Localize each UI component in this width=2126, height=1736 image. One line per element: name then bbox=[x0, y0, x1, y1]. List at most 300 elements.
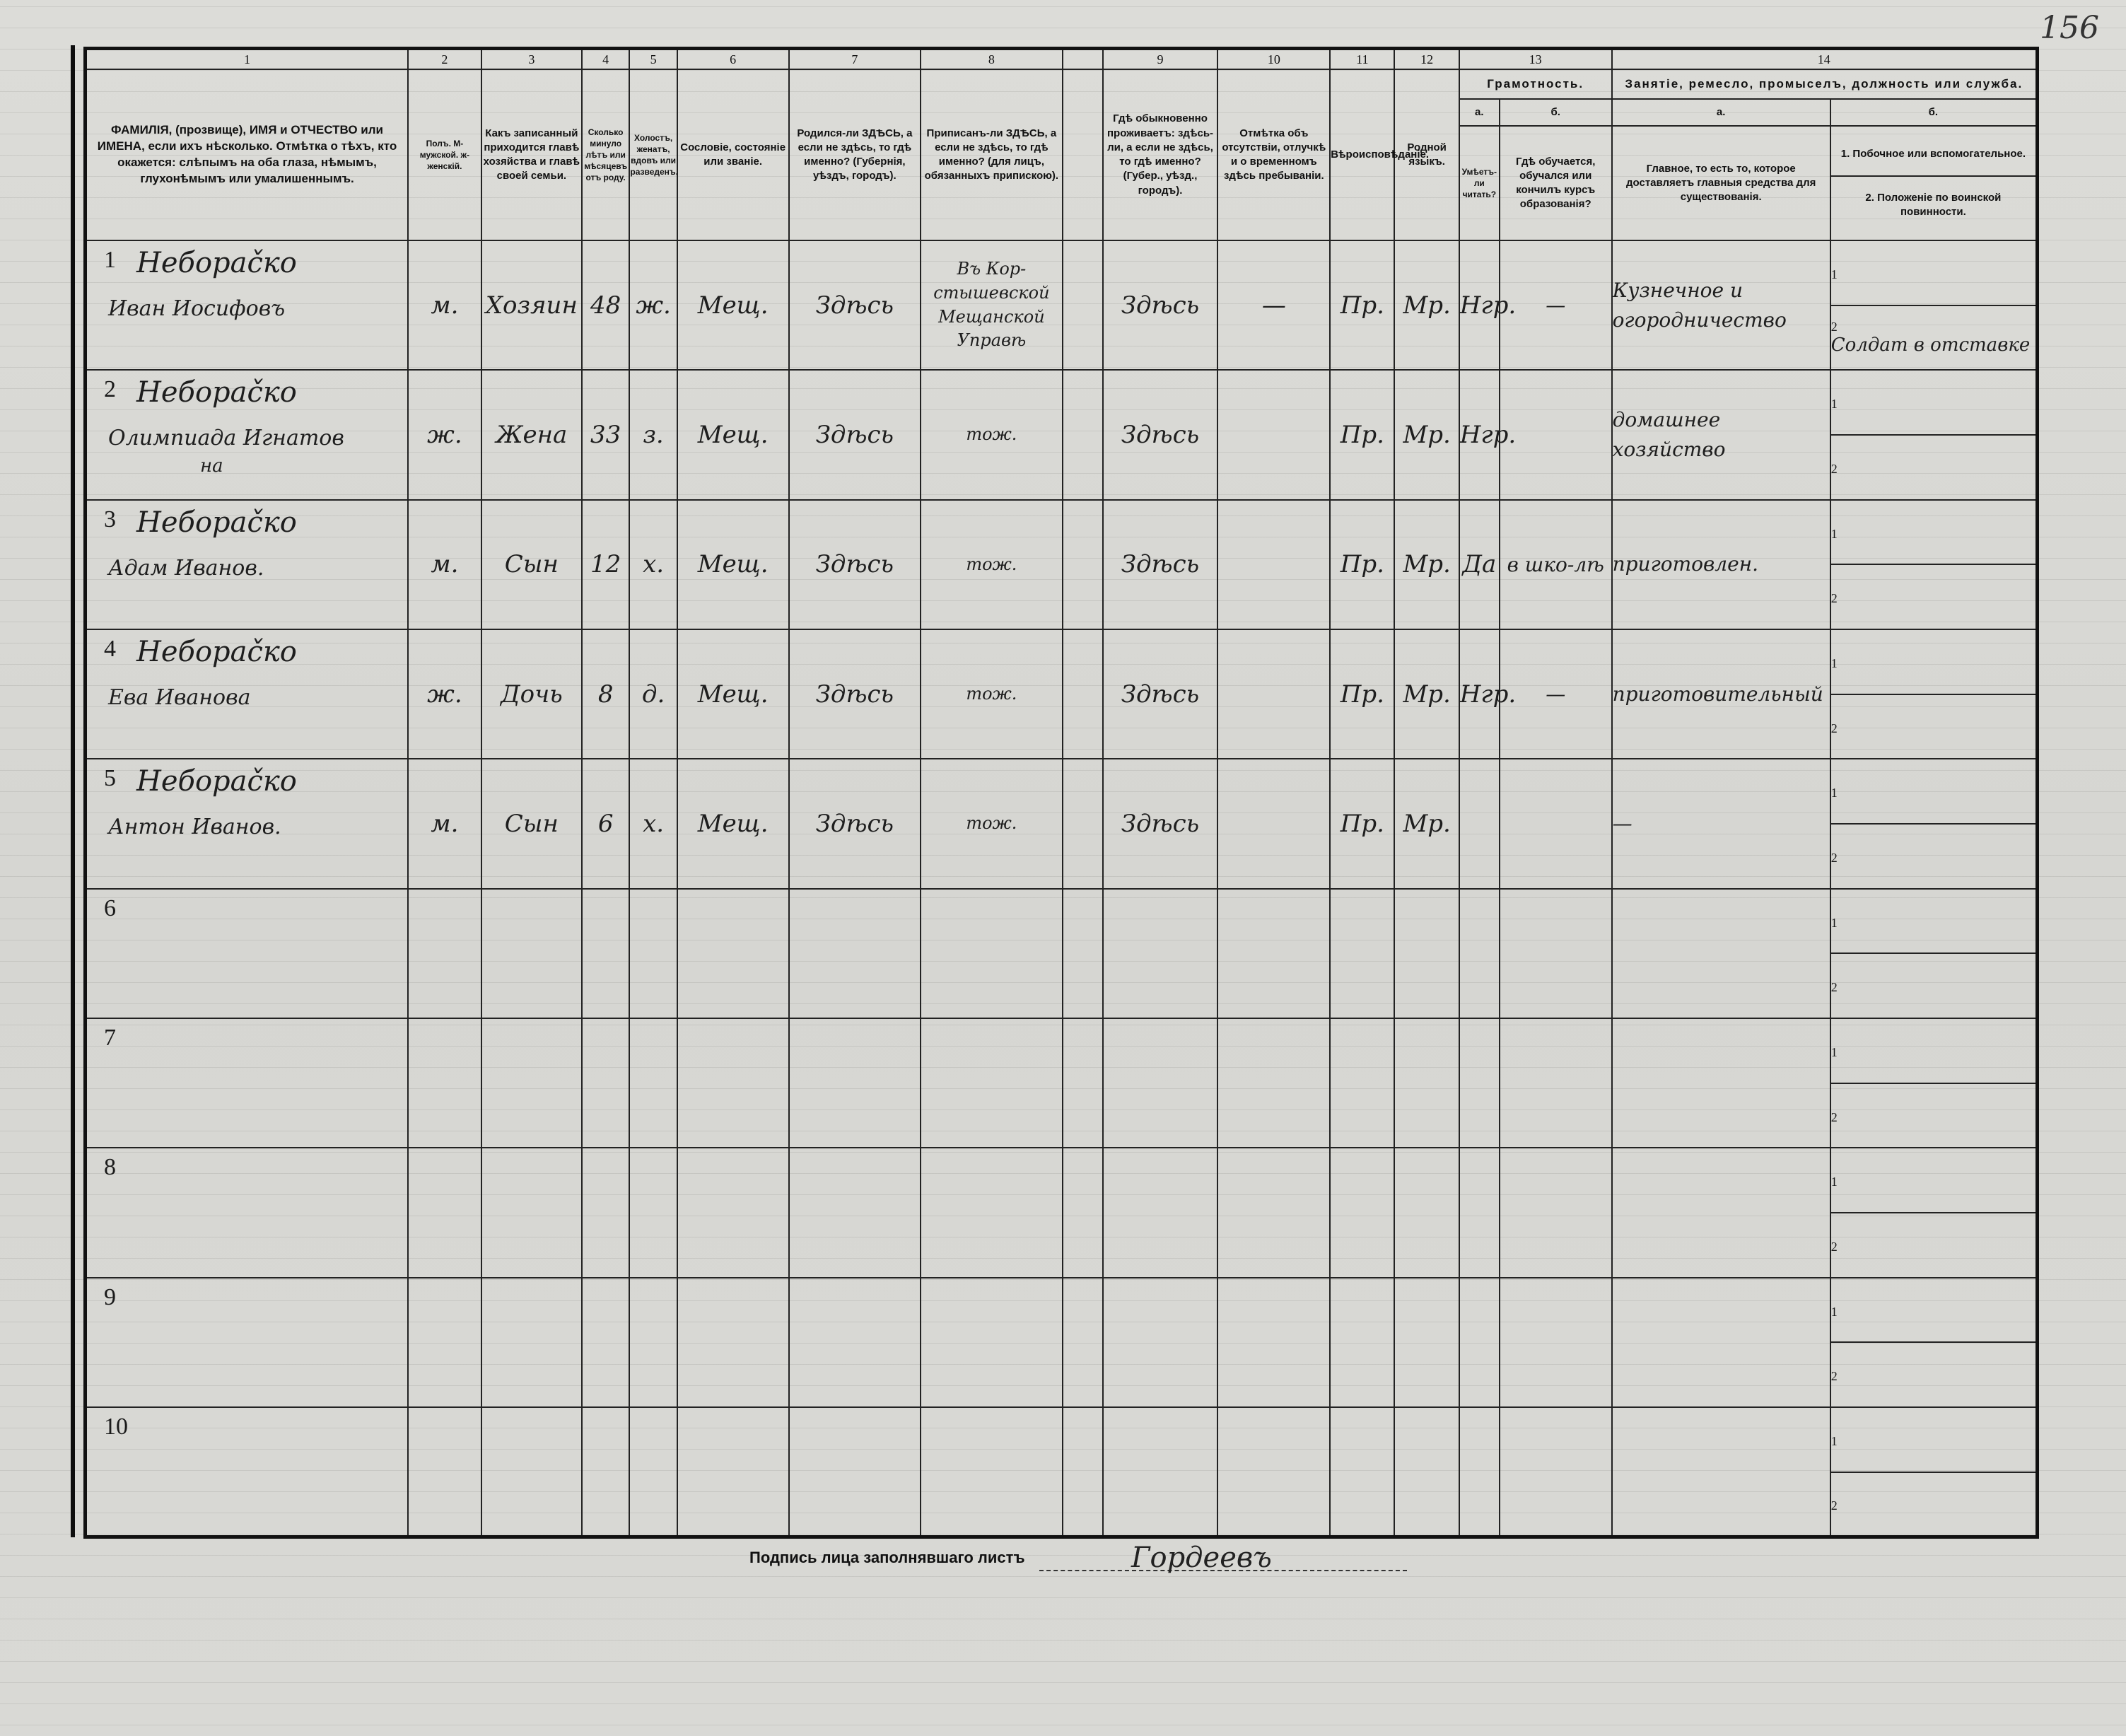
cell-occupation bbox=[1612, 1148, 1830, 1277]
cell-born bbox=[789, 1407, 921, 1537]
cell-born bbox=[789, 1148, 921, 1277]
residence-text: Здѣсь bbox=[1121, 550, 1200, 579]
row-number: 7 bbox=[104, 1025, 116, 1051]
occupation-text: — bbox=[1612, 812, 1633, 836]
cell-born bbox=[789, 1018, 921, 1148]
cell-literate bbox=[1459, 1018, 1500, 1148]
cell-name bbox=[86, 500, 409, 629]
cell-literate bbox=[1459, 1278, 1500, 1407]
cell-literate bbox=[1459, 1148, 1500, 1277]
cell-age bbox=[582, 370, 629, 499]
colnum-12: 12 bbox=[1394, 49, 1459, 70]
sub-one-label: 1 bbox=[1830, 1175, 1838, 1189]
marital-text: з. bbox=[643, 421, 664, 450]
header-residence: Гдѣ обыкновенно проживаетъ: здѣсь-ли, а если не здѣсь, то гдѣ именно? (Губер., уѣзд., городъ). bbox=[1103, 69, 1218, 240]
table-row bbox=[86, 1018, 2038, 1083]
cell-religion bbox=[1330, 889, 1394, 1018]
sub-two-label: 2 bbox=[1830, 850, 1838, 865]
cell-school bbox=[1500, 1278, 1612, 1407]
name-block bbox=[87, 371, 407, 499]
cell-marital bbox=[629, 1407, 677, 1537]
cell-registered bbox=[921, 1148, 1062, 1277]
name-block bbox=[87, 241, 407, 369]
sub-two-label: 2 bbox=[1830, 1498, 1838, 1513]
colnum-8: 8 bbox=[921, 49, 1062, 70]
colnum-7: 7 bbox=[789, 49, 921, 70]
sub-one-label: 1 bbox=[1830, 915, 1838, 930]
colnum-13: 13 bbox=[1459, 49, 1612, 70]
cell-sex bbox=[408, 1278, 481, 1407]
cell-language bbox=[1394, 1018, 1459, 1148]
cell-religion bbox=[1330, 759, 1394, 888]
header-14a: Главное, то есть то, которое доставляетъ главныя средства для существованія. bbox=[1612, 126, 1830, 240]
name-block bbox=[87, 759, 407, 887]
relation-text: Хозяин bbox=[485, 291, 578, 320]
cell-residence bbox=[1103, 500, 1218, 629]
cell-relation bbox=[481, 889, 582, 1018]
cell-blank bbox=[1063, 1407, 1103, 1537]
cell-literate bbox=[1459, 370, 1517, 499]
cell-marital bbox=[629, 1278, 677, 1407]
cell-language bbox=[1394, 500, 1459, 629]
header-14a-label: а. bbox=[1612, 99, 1830, 126]
cell-registered bbox=[921, 1018, 1062, 1148]
cell-language bbox=[1394, 370, 1459, 499]
cell-age bbox=[582, 240, 629, 370]
header-13a: Умѣетъ-ли читать? bbox=[1459, 126, 1500, 240]
school-text: — bbox=[1546, 682, 1566, 706]
cell-name bbox=[86, 629, 409, 759]
cell-language bbox=[1394, 1407, 1459, 1537]
cell-marital bbox=[629, 370, 677, 499]
name-block bbox=[87, 1408, 407, 1535]
cell-age bbox=[582, 1018, 629, 1148]
table-row bbox=[86, 370, 2038, 435]
cell-occupation bbox=[1612, 889, 1830, 1018]
age-text: 48 bbox=[590, 291, 621, 320]
cell-blank bbox=[1063, 1018, 1103, 1148]
cell-estate bbox=[677, 1407, 789, 1537]
cell-absence bbox=[1217, 1278, 1330, 1407]
cell-language bbox=[1394, 759, 1459, 888]
cell-school bbox=[1500, 759, 1612, 888]
cell-religion bbox=[1330, 1278, 1394, 1407]
cell-school bbox=[1500, 629, 1612, 759]
cell-born bbox=[789, 370, 921, 499]
cell-born bbox=[789, 240, 921, 370]
cell-side-occupation bbox=[1830, 240, 2038, 305]
surname-text: Небораčко bbox=[136, 765, 297, 798]
cell-absence bbox=[1217, 889, 1330, 1018]
table-row bbox=[86, 889, 2038, 954]
sex-text: ж. bbox=[427, 680, 462, 709]
cell-residence bbox=[1103, 1278, 1218, 1407]
occupation-text: приготовлен. bbox=[1612, 552, 1759, 576]
table-row bbox=[86, 240, 2038, 305]
residence-text: Здѣсь bbox=[1121, 291, 1200, 320]
occupation-text: приготовительный bbox=[1612, 682, 1823, 706]
sub-one-label: 1 bbox=[1830, 267, 1838, 281]
row-number: 5 bbox=[104, 765, 116, 792]
cell-absence bbox=[1217, 1407, 1330, 1537]
estate-text: Мещ. bbox=[697, 421, 769, 450]
cell-name bbox=[86, 370, 409, 499]
residence-text: Здѣсь bbox=[1121, 810, 1200, 839]
relation-text: Дочь bbox=[500, 680, 563, 709]
row-number: 4 bbox=[104, 636, 116, 663]
cell-school bbox=[1500, 1148, 1612, 1277]
given-name-text: Иван Иосифовъ bbox=[108, 296, 286, 321]
cell-relation bbox=[481, 500, 582, 629]
cell-absence bbox=[1217, 500, 1330, 629]
sub-one-label: 1 bbox=[1830, 1433, 1838, 1448]
occupation-text: Кузнечное и огородничество bbox=[1612, 278, 1787, 332]
religion-text: Пр. bbox=[1340, 291, 1384, 320]
relation-text: Жена bbox=[496, 421, 568, 450]
row-number: 2 bbox=[104, 376, 116, 403]
cell-name bbox=[86, 1018, 409, 1148]
cell-side-occupation bbox=[1830, 1148, 2038, 1213]
cell-estate bbox=[677, 1148, 789, 1277]
cell-registered bbox=[921, 370, 1062, 499]
sub-two-label: 2 bbox=[1830, 721, 1838, 735]
cell-age bbox=[582, 1148, 629, 1277]
colnum-1: 1 bbox=[86, 49, 409, 70]
literate-text: Нгр. bbox=[1459, 680, 1517, 709]
marital-text: х. bbox=[643, 810, 665, 839]
sub-two-label: 2 bbox=[1830, 591, 1838, 606]
cell-marital bbox=[629, 629, 677, 759]
colnum-5: 5 bbox=[629, 49, 677, 70]
cell-born bbox=[789, 500, 921, 629]
name-block bbox=[87, 630, 407, 758]
header-religion: Вѣроисповѣданіе. bbox=[1330, 69, 1394, 240]
table-row bbox=[86, 629, 2038, 694]
born-text: Здѣсь bbox=[815, 291, 894, 320]
header-born: Родился-ли ЗДѢСЬ, а если не здѣсь, то гдѣ именно? (Губернія, уѣздъ, городъ). bbox=[789, 69, 921, 240]
cell-marital bbox=[629, 1018, 677, 1148]
signature-value: Гордеевъ bbox=[1131, 1542, 1272, 1574]
age-text: 12 bbox=[590, 550, 621, 579]
sub-one-label: 1 bbox=[1830, 656, 1838, 670]
header-blank bbox=[1063, 69, 1103, 240]
cell-absence bbox=[1217, 370, 1330, 499]
cell-side-occupation bbox=[1830, 889, 2038, 954]
cell-language bbox=[1394, 629, 1459, 759]
cell-military bbox=[1830, 1342, 2038, 1407]
sex-text: ж. bbox=[427, 421, 462, 450]
cell-military bbox=[1830, 824, 2038, 889]
cell-residence bbox=[1103, 1148, 1218, 1277]
registered-text: тож. bbox=[966, 554, 1017, 574]
cell-relation bbox=[481, 629, 582, 759]
cell-literate bbox=[1459, 240, 1517, 370]
cell-absence bbox=[1217, 1018, 1330, 1148]
row-number: 10 bbox=[104, 1414, 128, 1440]
cell-estate bbox=[677, 889, 789, 1018]
cell-side-occupation bbox=[1830, 1278, 2038, 1343]
literate-text: Нгр. bbox=[1459, 421, 1517, 450]
table-row bbox=[86, 759, 2038, 824]
religion-text: Пр. bbox=[1340, 810, 1384, 839]
cell-religion bbox=[1330, 1018, 1394, 1148]
sub-one-label: 1 bbox=[1830, 1044, 1838, 1059]
cell-sex bbox=[408, 1018, 481, 1148]
cell-marital bbox=[629, 500, 677, 629]
language-text: Мр. bbox=[1403, 291, 1451, 320]
cell-sex bbox=[408, 759, 481, 888]
literate-text: Нгр. bbox=[1459, 291, 1517, 320]
cell-residence bbox=[1103, 1018, 1218, 1148]
colnum-3: 3 bbox=[481, 49, 582, 70]
literate-text: Да bbox=[1462, 550, 1497, 579]
absence-text: — bbox=[1261, 291, 1286, 320]
cell-marital bbox=[629, 889, 677, 1018]
row-number: 9 bbox=[104, 1283, 116, 1310]
cell-language bbox=[1394, 889, 1459, 1018]
header-absence: Отмѣтка объ отсутствіи, отлучкѣ и о временномъ здѣсь пребываніи. bbox=[1217, 69, 1330, 240]
cell-side-occupation bbox=[1830, 1407, 2038, 1472]
name-block bbox=[87, 501, 407, 629]
cell-residence bbox=[1103, 889, 1218, 1018]
cell-blank bbox=[1063, 1278, 1103, 1407]
cell-blank bbox=[1063, 240, 1103, 370]
header-13b: Гдѣ обучается, обучался или кончилъ курсъ образованія? bbox=[1500, 126, 1612, 240]
cell-occupation bbox=[1612, 759, 1830, 888]
cell-registered bbox=[921, 889, 1062, 1018]
surname-text: Небораčко bbox=[136, 247, 297, 279]
row-number: 1 bbox=[104, 247, 116, 273]
header-sex: Полъ. М-мужской. ж-женскій. bbox=[408, 69, 481, 240]
cell-occupation bbox=[1612, 240, 1830, 370]
colnum-blank bbox=[1063, 49, 1103, 70]
row-number: 6 bbox=[104, 895, 116, 921]
sub-one-label: 1 bbox=[1830, 526, 1838, 541]
military-text: Солдат в отставке bbox=[1830, 334, 2031, 356]
cell-estate bbox=[677, 500, 789, 629]
cell-registered bbox=[921, 629, 1062, 759]
religion-text: Пр. bbox=[1340, 421, 1384, 450]
surname-text: Небораčко bbox=[136, 636, 297, 669]
colnum-9: 9 bbox=[1103, 49, 1218, 70]
cell-estate bbox=[677, 240, 789, 370]
cell-military bbox=[1830, 1472, 2038, 1537]
sex-text: м. bbox=[431, 550, 459, 579]
cell-side-occupation bbox=[1830, 1018, 2038, 1083]
estate-text: Мещ. bbox=[697, 550, 769, 579]
cell-relation bbox=[481, 1148, 582, 1277]
cell-absence bbox=[1217, 240, 1330, 370]
cell-military bbox=[1830, 694, 2038, 759]
cell-blank bbox=[1063, 500, 1103, 629]
cell-literate bbox=[1459, 500, 1500, 629]
cell-blank bbox=[1063, 1148, 1103, 1277]
surname-text: Небораčко bbox=[136, 506, 297, 539]
cell-age bbox=[582, 889, 629, 1018]
header-name: ФАМИЛІЯ, (прозвище), ИМЯ и ОТЧЕСТВО или ИМЕНА, если ихъ нѣсколько. Отмѣтка о тѣхъ, кто окажется: слѣпымъ на оба глаза, нѣмымъ, глухонѣмымъ или умалишеннымъ. bbox=[86, 69, 409, 240]
cell-estate bbox=[677, 370, 789, 499]
given-name-text: Адам Иванов. bbox=[108, 555, 264, 581]
table-row bbox=[86, 500, 2038, 565]
header-estate: Сословіе, состояніе или званіе. bbox=[677, 69, 789, 240]
cell-school bbox=[1500, 1407, 1612, 1537]
header-age: Сколько минуло лѣтъ или мѣсяцевъ отъ роду. bbox=[582, 69, 629, 240]
header-group-row bbox=[86, 69, 2038, 99]
table-row bbox=[86, 1278, 2038, 1343]
cell-occupation bbox=[1612, 500, 1830, 629]
marital-text: х. bbox=[643, 550, 665, 579]
sub-one-label: 1 bbox=[1830, 397, 1838, 412]
cell-literate bbox=[1459, 629, 1517, 759]
cell-military bbox=[1830, 305, 2038, 371]
table-row bbox=[86, 1407, 2038, 1472]
cell-blank bbox=[1063, 759, 1103, 888]
header-literacy-group: Грамотность. bbox=[1459, 69, 1612, 99]
residence-text: Здѣсь bbox=[1121, 680, 1200, 709]
cell-relation bbox=[481, 1278, 582, 1407]
colnum-14: 14 bbox=[1612, 49, 2038, 70]
cell-side-occupation bbox=[1830, 759, 2038, 824]
cell-religion bbox=[1330, 370, 1394, 499]
cell-estate bbox=[677, 1018, 789, 1148]
sub-two-label: 2 bbox=[1830, 1239, 1838, 1254]
cell-relation bbox=[481, 1407, 582, 1537]
school-text: в шко-лѣ bbox=[1507, 552, 1604, 576]
header-13b-label: б. bbox=[1500, 99, 1612, 126]
cell-name bbox=[86, 889, 409, 1018]
cell-religion bbox=[1330, 500, 1394, 629]
born-text: Здѣсь bbox=[815, 421, 894, 450]
cell-occupation bbox=[1612, 370, 1830, 499]
language-text: Мр. bbox=[1403, 680, 1451, 709]
name-block bbox=[87, 890, 407, 1018]
cell-language bbox=[1394, 1148, 1459, 1277]
religion-text: Пр. bbox=[1340, 680, 1384, 709]
cell-school bbox=[1500, 240, 1612, 370]
cell-registered bbox=[921, 500, 1062, 629]
cell-sex bbox=[408, 889, 481, 1018]
census-rows bbox=[86, 240, 2038, 1537]
cell-name bbox=[86, 240, 409, 370]
sex-text: м. bbox=[431, 291, 459, 320]
given-name-text: Олимпиада Игнатов bbox=[108, 426, 344, 451]
cell-registered bbox=[921, 1278, 1062, 1407]
cell-name bbox=[86, 1148, 409, 1277]
cell-military bbox=[1830, 435, 2038, 500]
cell-residence bbox=[1103, 759, 1218, 888]
header-occupation-group: Занятіе, ремесло, промыселъ, должность или служба. bbox=[1612, 69, 2038, 99]
cell-religion bbox=[1330, 629, 1394, 759]
registered-text: тож. bbox=[966, 683, 1017, 704]
name-block bbox=[87, 1019, 407, 1147]
relation-text: Сын bbox=[504, 810, 559, 839]
cell-name bbox=[86, 1407, 409, 1537]
religion-text: Пр. bbox=[1340, 550, 1384, 579]
school-text: — bbox=[1546, 293, 1566, 318]
cell-school bbox=[1500, 1018, 1612, 1148]
cell-relation bbox=[481, 370, 582, 499]
cell-age bbox=[582, 1278, 629, 1407]
estate-text: Мещ. bbox=[697, 680, 769, 709]
cell-language bbox=[1394, 240, 1459, 370]
cell-blank bbox=[1063, 629, 1103, 759]
left-edge-rule bbox=[71, 45, 75, 1537]
cell-absence bbox=[1217, 629, 1330, 759]
colnum-2: 2 bbox=[408, 49, 481, 70]
given-name-text: Антон Иванов. bbox=[108, 815, 281, 840]
header-14b bbox=[1830, 126, 2038, 240]
sub-two-label: 2 bbox=[1830, 1109, 1838, 1124]
cell-occupation bbox=[1612, 1018, 1830, 1148]
language-text: Мр. bbox=[1403, 550, 1451, 579]
colnum-4: 4 bbox=[582, 49, 629, 70]
cell-estate bbox=[677, 1278, 789, 1407]
cell-relation bbox=[481, 1018, 582, 1148]
cell-military bbox=[1830, 953, 2038, 1018]
cell-registered bbox=[921, 240, 1062, 370]
age-text: 33 bbox=[590, 421, 621, 450]
registered-text: тож. bbox=[966, 813, 1017, 834]
cell-sex bbox=[408, 500, 481, 629]
cell-absence bbox=[1217, 1148, 1330, 1277]
cell-military bbox=[1830, 1083, 2038, 1148]
marital-text: д. bbox=[641, 680, 665, 709]
cell-age bbox=[582, 629, 629, 759]
cell-occupation bbox=[1612, 629, 1830, 759]
born-text: Здѣсь bbox=[815, 810, 894, 839]
relation-text: Сын bbox=[504, 550, 559, 579]
given-name-text: Ева Иванова bbox=[108, 685, 251, 711]
header-language: Родной языкъ. bbox=[1394, 69, 1459, 240]
given-name-continued: на bbox=[200, 455, 223, 477]
cell-residence bbox=[1103, 629, 1218, 759]
cell-marital bbox=[629, 1148, 677, 1277]
name-block bbox=[87, 1278, 407, 1406]
cell-registered bbox=[921, 1407, 1062, 1537]
sub-two-label: 2 bbox=[1830, 1369, 1838, 1384]
age-text: 8 bbox=[597, 680, 614, 709]
cell-age bbox=[582, 1407, 629, 1537]
cell-school bbox=[1500, 370, 1612, 499]
born-text: Здѣсь bbox=[815, 680, 894, 709]
estate-text: Мещ. bbox=[697, 810, 769, 839]
cell-religion bbox=[1330, 240, 1394, 370]
cell-blank bbox=[1063, 370, 1103, 499]
cell-literate bbox=[1459, 889, 1500, 1018]
header-registered: Приписанъ-ли ЗДѢСЬ, а если не здѣсь, то гдѣ именно? (для лицъ, обязанныхъ припискою). bbox=[921, 69, 1062, 240]
row-number: 8 bbox=[104, 1154, 116, 1181]
language-text: Мр. bbox=[1403, 421, 1451, 450]
marital-text: ж. bbox=[636, 291, 671, 320]
cell-occupation bbox=[1612, 1407, 1830, 1537]
cell-literate bbox=[1459, 1407, 1500, 1537]
column-number-row bbox=[86, 49, 2038, 70]
age-text: 6 bbox=[597, 810, 614, 839]
cell-residence bbox=[1103, 1407, 1218, 1537]
header-marital: Холостъ, женатъ, вдовъ или разведенъ. bbox=[629, 69, 677, 240]
colnum-6: 6 bbox=[677, 49, 789, 70]
header-relation: Какъ записанный приходится главѣ хозяйства и главѣ своей семьи. bbox=[481, 69, 582, 240]
cell-born bbox=[789, 889, 921, 1018]
cell-residence bbox=[1103, 240, 1218, 370]
cell-literate bbox=[1459, 759, 1500, 888]
language-text: Мр. bbox=[1403, 810, 1451, 839]
cell-sex bbox=[408, 240, 481, 370]
cell-language bbox=[1394, 1278, 1459, 1407]
cell-relation bbox=[481, 759, 582, 888]
cell-age bbox=[582, 759, 629, 888]
cell-age bbox=[582, 500, 629, 629]
